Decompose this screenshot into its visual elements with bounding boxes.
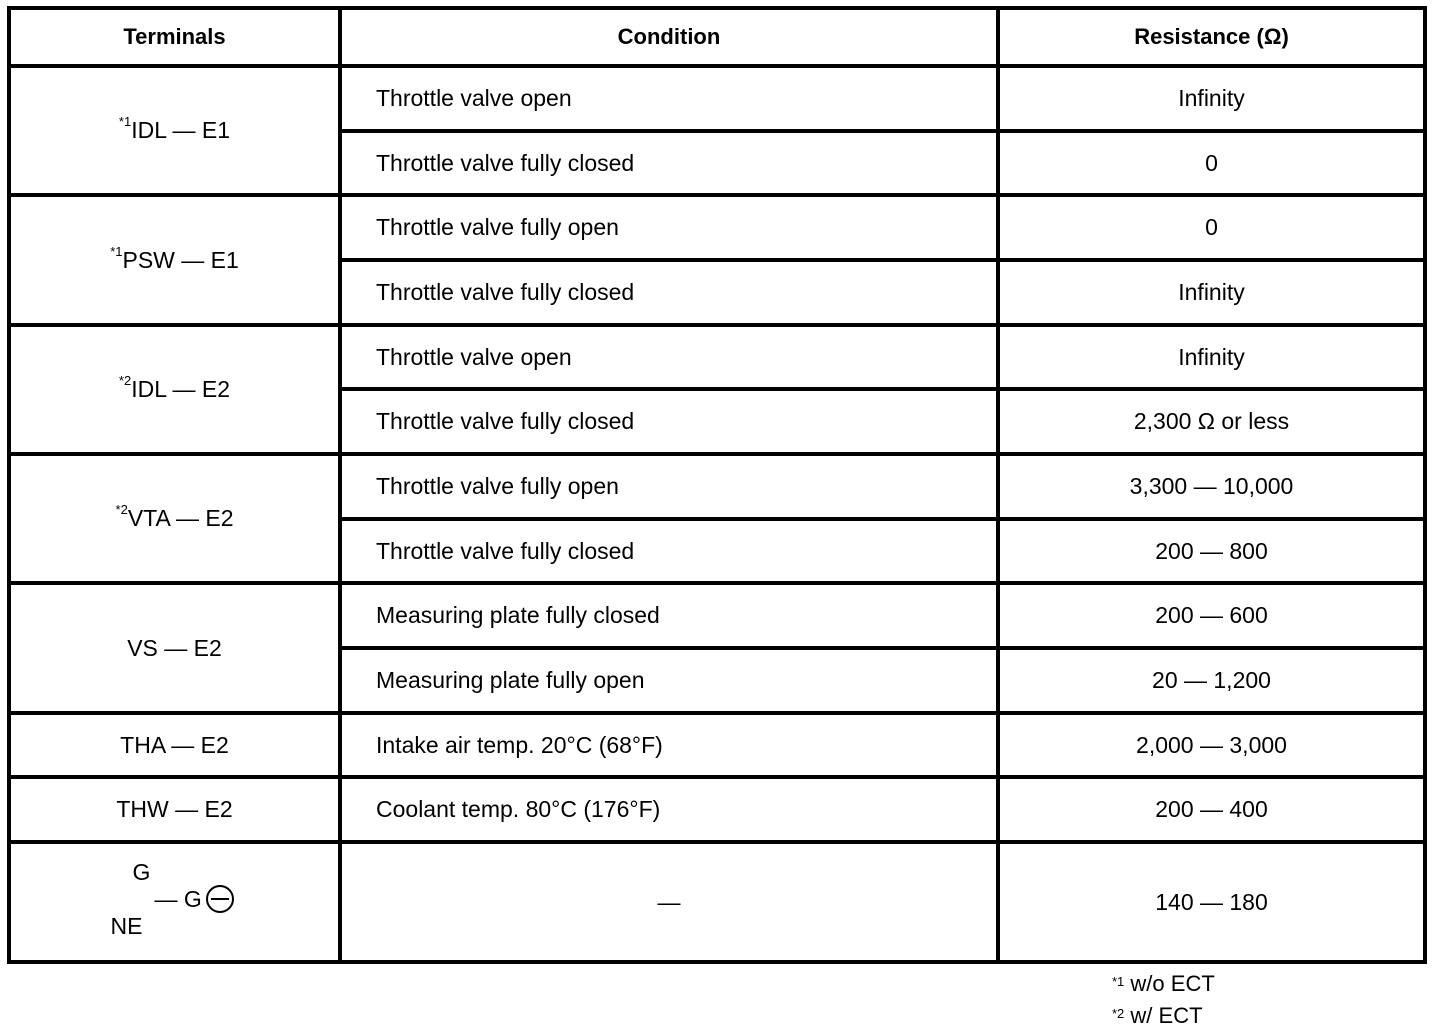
footnote-mark: *1 (110, 243, 123, 259)
footnote (1112, 968, 1215, 1000)
condition-cell: — (340, 842, 998, 962)
terminal-cell (9, 195, 340, 324)
resistance-cell: Infinity (998, 325, 1425, 390)
resistance-cell: 0 (998, 131, 1425, 196)
resistance-cell: 2,300 Ω or less (998, 389, 1425, 454)
table-row (9, 583, 1425, 648)
resistance-cell: Infinity (998, 260, 1425, 325)
table-row (9, 713, 1425, 778)
table-row (9, 777, 1425, 842)
condition-cell: Measuring plate fully closed (340, 583, 998, 648)
table-row (9, 195, 1425, 260)
header-terminals: Terminals (9, 8, 340, 66)
condition-cell: Coolant temp. 80°C (176°F) (340, 777, 998, 842)
resistance-cell: 200 — 400 (998, 777, 1425, 842)
terminal-label: IDL — E1 (131, 117, 231, 144)
terminal-cell (9, 66, 340, 195)
footnote-mark: *2 (118, 373, 132, 389)
condition-cell: Throttle valve fully closed (340, 260, 998, 325)
header-resistance: Resistance (Ω) (998, 8, 1425, 66)
table-row (9, 325, 1425, 390)
condition-cell: Throttle valve open (340, 325, 998, 390)
condition-cell: Measuring plate fully open (340, 648, 998, 713)
terminal-cell: THW — E2 (9, 777, 340, 842)
resistance-cell: 2,000 — 3,000 (998, 713, 1425, 778)
terminal-label: VTA — E2 (127, 505, 234, 532)
footnote-mark: *2 (1112, 1006, 1125, 1021)
table-row (9, 66, 1425, 131)
header-condition: Condition (340, 8, 998, 66)
condition-cell: Intake air temp. 20°C (68°F) (340, 713, 998, 778)
footnote-mark: *1 (1112, 974, 1125, 989)
terminal-label: PSW — E1 (122, 246, 239, 273)
resistance-cell: 20 — 1,200 (998, 648, 1425, 713)
footnote-text: w/o ECT (1130, 971, 1215, 996)
condition-cell: Throttle valve fully open (340, 195, 998, 260)
terminal-cell: THA — E2 (9, 713, 340, 778)
condition-cell: Throttle valve fully closed (340, 519, 998, 584)
terminal-cell (9, 583, 340, 712)
footnote-mark: *2 (115, 502, 128, 518)
terminal-ge-label (95, 859, 255, 939)
resistance-cell: 200 — 600 (998, 583, 1425, 648)
resistance-spec-table (7, 6, 1427, 964)
header-row (9, 8, 1425, 66)
table-row (9, 842, 1425, 962)
resistance-cell: 200 — 800 (998, 519, 1425, 584)
terminal-label: IDL — E2 (131, 376, 231, 403)
footnote-mark: *1 (118, 114, 132, 130)
footnote (1112, 1000, 1215, 1032)
condition-cell: Throttle valve open (340, 66, 998, 131)
resistance-cell: 0 (998, 195, 1425, 260)
footnotes (1112, 968, 1215, 1032)
terminal-g-common: — G (154, 886, 202, 913)
resistance-cell: Infinity (998, 66, 1425, 131)
terminal-cell (9, 842, 340, 962)
minus-circle-icon (206, 885, 234, 913)
footnote-text: w/ ECT (1130, 1003, 1203, 1028)
terminal-cell (9, 325, 340, 454)
terminal-label: VS — E2 (127, 634, 222, 661)
table-row (9, 454, 1425, 519)
condition-cell: Throttle valve fully closed (340, 131, 998, 196)
terminal-g: G (132, 859, 151, 886)
condition-cell: Throttle valve fully open (340, 454, 998, 519)
terminal-ne: NE (110, 913, 143, 940)
terminal-cell (9, 454, 340, 583)
condition-cell: Throttle valve fully closed (340, 389, 998, 454)
resistance-cell: 3,300 — 10,000 (998, 454, 1425, 519)
resistance-cell: 140 — 180 (998, 842, 1425, 962)
